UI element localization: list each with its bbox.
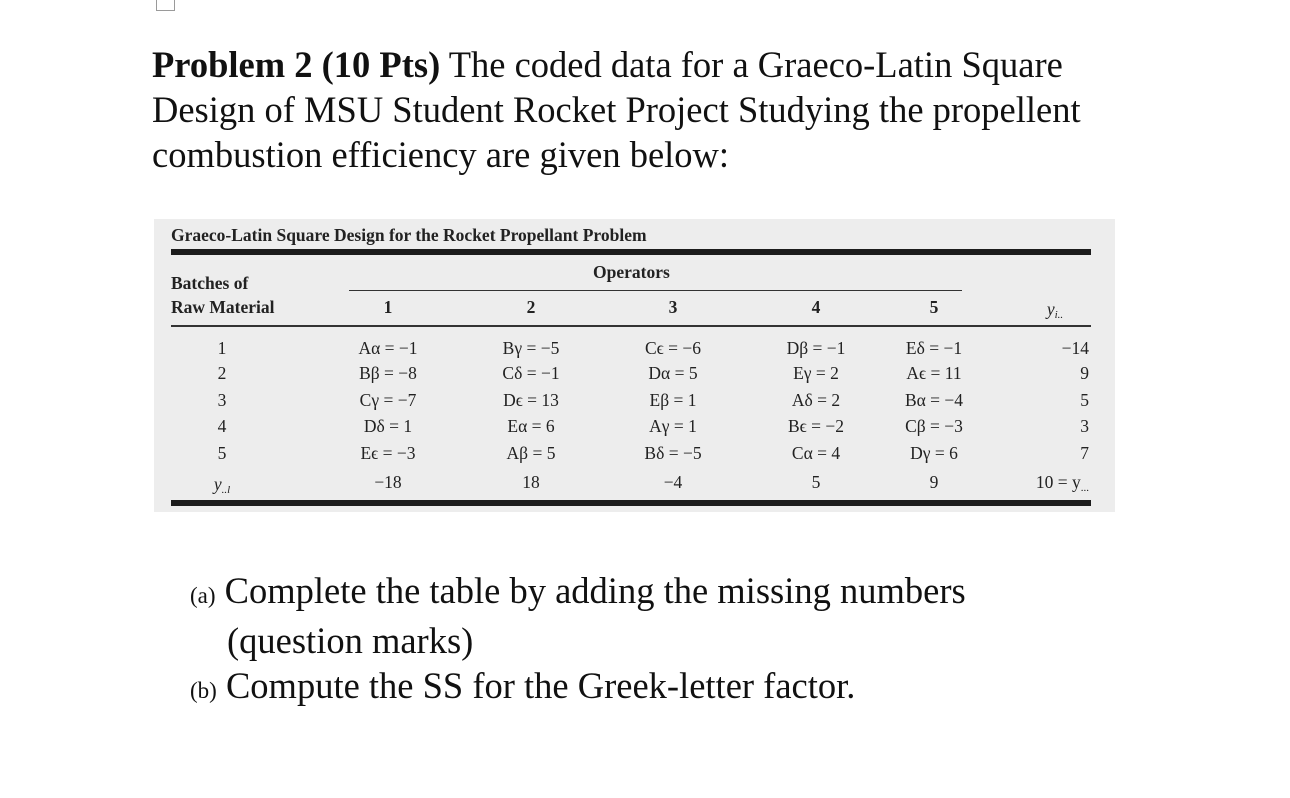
- table-cell: Aδ = 2: [791, 390, 841, 410]
- problem-line2: Design of MSU Student Rocket Project Studying the propellent: [152, 89, 1081, 130]
- problem-line3: combustion efficiency are given below:: [152, 134, 730, 175]
- question-a-label: (a): [190, 583, 216, 608]
- batch-label: 5: [217, 443, 227, 463]
- col-header-5: 5: [929, 297, 939, 317]
- checkbox[interactable]: [156, 0, 175, 11]
- table-cell: Dα = 5: [648, 363, 698, 383]
- row-total: −14: [1061, 338, 1089, 358]
- table-cell: Cγ = −7: [359, 390, 417, 410]
- table-cell: Eδ = −1: [905, 338, 963, 358]
- batch-label: 3: [217, 390, 227, 410]
- question-a-continuation: (question marks): [227, 620, 474, 661]
- col-total: 9: [929, 472, 939, 492]
- table-cell: Bϵ = −2: [788, 416, 844, 436]
- problem-label: Problem 2 (10 Pts): [152, 44, 441, 85]
- table-cell: Bβ = −8: [359, 363, 417, 383]
- table-cell: Aγ = 1: [649, 416, 697, 436]
- col-total: 18: [522, 472, 540, 492]
- batch-label: 2: [217, 363, 227, 383]
- col-header-2: 2: [526, 297, 536, 317]
- top-rule: [171, 249, 1091, 255]
- problem-line1: The coded data for a Graeco-Latin Square: [440, 44, 1063, 85]
- question-b-text: Compute the SS for the Greek-letter factor.: [225, 665, 856, 706]
- table-cell: Bγ = −5: [502, 338, 560, 358]
- table-cell: Dϵ = 13: [503, 390, 559, 410]
- col-total: −18: [374, 472, 402, 492]
- col-total: −4: [663, 472, 683, 492]
- row-total: 3: [1080, 416, 1089, 436]
- table-cell: Aϵ = 11: [906, 363, 962, 383]
- table-cell: Cδ = −1: [502, 363, 560, 383]
- table-cell: Dβ = −1: [786, 338, 846, 358]
- grand-total: $10 = y_{...}$: [1035, 472, 1089, 494]
- question-b: [190, 663, 1090, 713]
- table-title: Graeco-Latin Square Design for the Rocket Propellant Problem: [171, 225, 647, 245]
- bottom-rule: [171, 500, 1091, 506]
- questions: [190, 568, 1090, 713]
- table-cell: Bδ = −5: [644, 443, 702, 463]
- problem-statement: [152, 42, 1152, 177]
- question-b-label: (b): [190, 678, 217, 703]
- question-a: [190, 568, 1090, 618]
- header-rule: [171, 325, 1091, 327]
- row-header-line2: Raw Material: [171, 297, 275, 317]
- col-header-1: 1: [383, 297, 393, 317]
- col-header-4: 4: [811, 297, 821, 317]
- row-total: 5: [1080, 390, 1089, 410]
- row-total: 9: [1080, 363, 1089, 383]
- col-total: 5: [811, 472, 821, 492]
- table-cell: Eϵ = −3: [360, 443, 416, 463]
- table-cell: Bα = −4: [904, 390, 964, 410]
- col-header-3: 3: [668, 297, 678, 317]
- operators-rule: [349, 290, 962, 291]
- table-cell: Dγ = 6: [910, 443, 958, 463]
- table-cell: Cα = 4: [791, 443, 841, 463]
- batch-label: 4: [217, 416, 227, 436]
- question-a-text: Complete the table by adding the missing numbers: [224, 570, 966, 611]
- table-cell: Eγ = 2: [793, 363, 839, 383]
- table-cell: Aα = −1: [358, 338, 418, 358]
- table-cell: Cϵ = −6: [645, 338, 701, 358]
- batch-label: 1: [217, 338, 227, 358]
- table-cell: Cβ = −3: [905, 416, 963, 436]
- row-header-line1: Batches of: [171, 273, 249, 293]
- table-cell: Eβ = 1: [649, 390, 697, 410]
- table-cell: Aβ = 5: [506, 443, 556, 463]
- table-cell: Dδ = 1: [363, 416, 413, 436]
- col-total-label: $y_{..l}$: [213, 474, 231, 496]
- total-col-header: $y_{i..}$: [1046, 299, 1064, 321]
- operators-label: Operators: [593, 262, 670, 282]
- table-figure: [154, 219, 1115, 512]
- table-cell: Eα = 6: [507, 416, 555, 436]
- row-total: 7: [1080, 443, 1089, 463]
